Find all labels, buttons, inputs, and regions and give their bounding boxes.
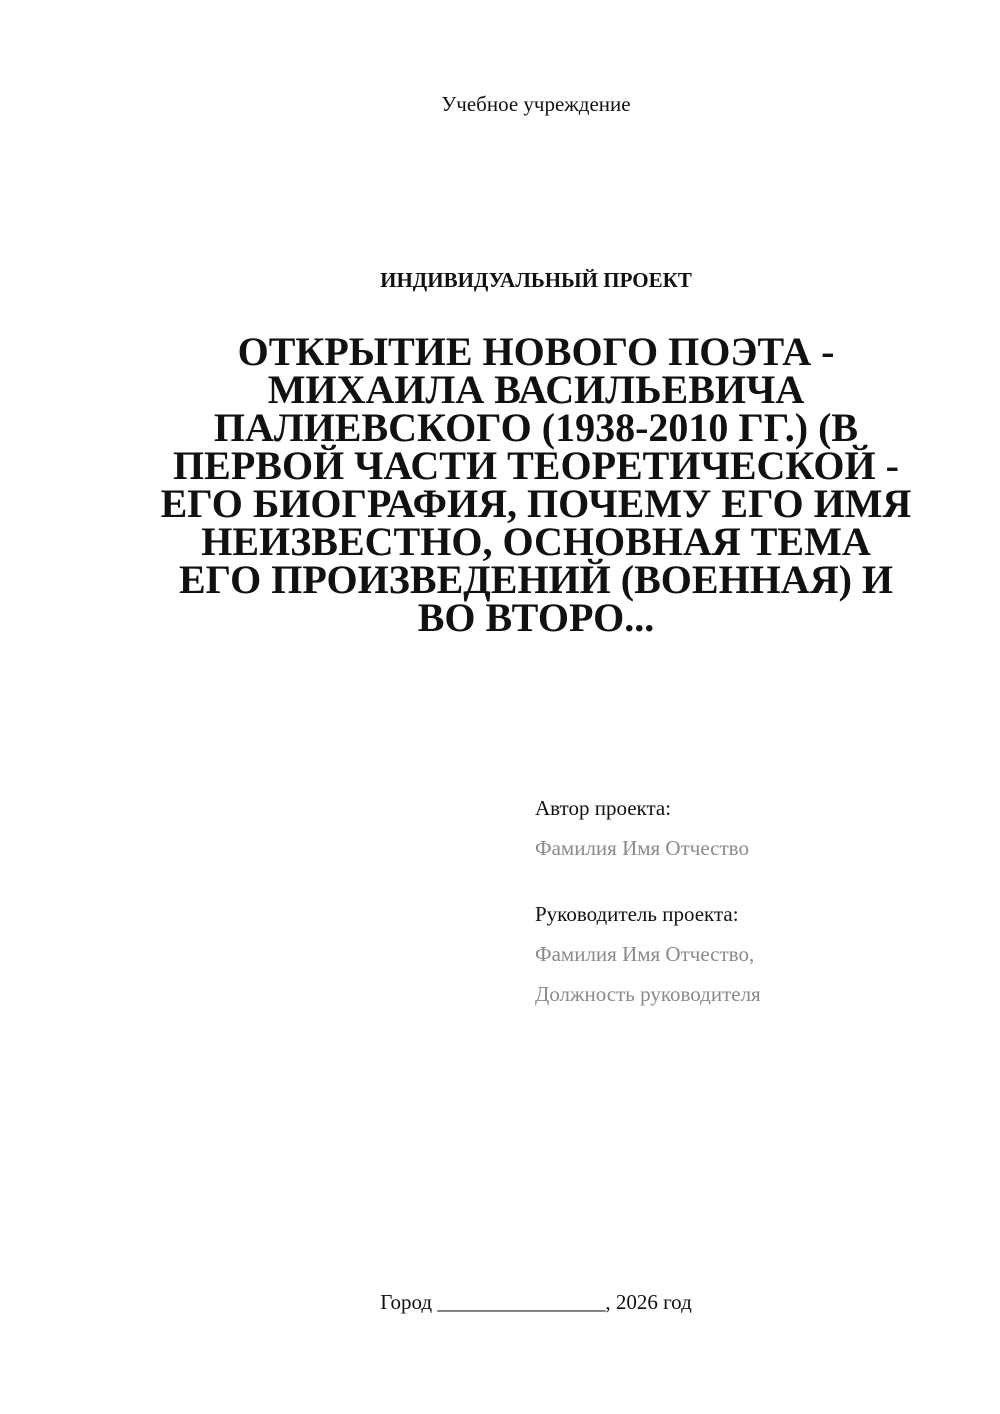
project-type-label: ИНДИВИДУАЛЬНЫЙ ПРОЕКТ <box>380 268 692 292</box>
credits-spacer <box>535 868 761 894</box>
credits-block <box>535 788 761 1014</box>
author-label: Автор проекта: <box>535 796 672 820</box>
supervisor-label: Руководитель проекта: <box>535 902 739 926</box>
project-title: ОТКРЫТИЕ НОВОГО ПОЭТА - МИХАИЛА ВАСИЛЬЕВИЧА ПАЛИЕВСКОГО (1938-2010 ГГ.) (В ПЕРВОЙ ЧАСТИ ТЕОРЕТИЧЕСКОЙ - ЕГО БИОГРАФИЯ, ПОЧЕМУ ЕГО ИМЯ НЕИЗВЕСТНО, ОСНОВНАЯ ТЕМА ЕГО ПРОИЗВЕДЕНИЙ (ВОЕННАЯ) И ВО ВТОРО... <box>160 329 912 640</box>
supervisor-name: Фамилия Имя Отчество, <box>535 942 755 966</box>
institution-name: Учебное учреждение <box>441 92 631 116</box>
supervisor-position: Должность руководителя <box>535 982 761 1006</box>
author-name: Фамилия Имя Отчество <box>535 836 749 860</box>
city-year-line: Город ________________, 2026 год <box>380 1290 692 1314</box>
